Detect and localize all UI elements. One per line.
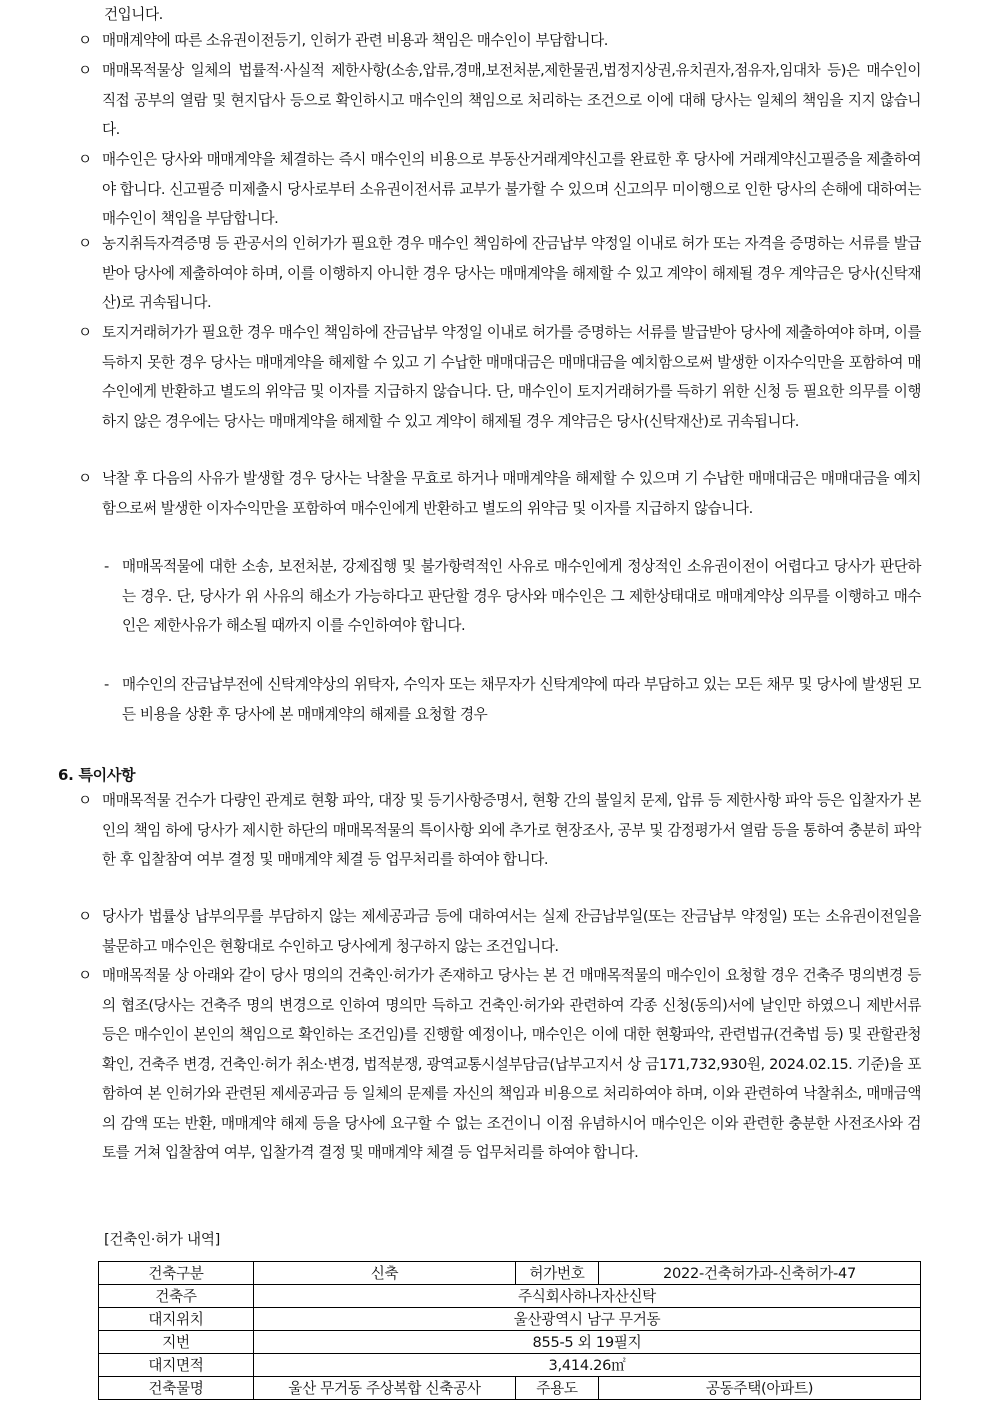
dash-marker: - bbox=[104, 558, 109, 575]
bullet-marker: ㅇ bbox=[78, 235, 92, 252]
bullet-item bbox=[78, 464, 921, 523]
table-cell-value: 울산광역시 남구 무거동 bbox=[254, 1308, 921, 1331]
table-cell-value: 855-5 외 19필지 bbox=[254, 1331, 921, 1354]
dash-text: 매매목적물에 대한 소송, 보전처분, 강제집행 및 불가항력적인 사유로 매수인에게 정상적인 소유권이전이 어렵다고 당사가 판단하는 경우. 단, 당사가 위 사유의 해소가 가능하다고 판단할 경우 당사와 매수인은 그 제한상태대로 매매계약상 의무를 이행하고 매수인은 제한사유가 해소될 때까지 이를 수인하여야 합니다. bbox=[122, 558, 921, 634]
table-cell-label: 허가번호 bbox=[516, 1262, 599, 1285]
table-row bbox=[99, 1285, 921, 1308]
dash-text: 매수인의 잔금납부전에 신탁계약상의 위탁자, 수익자 또는 채무자가 신탁계약에 따라 부담하고 있는 모든 채무 및 당사에 발생된 모든 비용을 상환 후 당사에 본 매매계약의 해제를 요청할 경우 bbox=[122, 676, 921, 723]
table-cell-label: 지번 bbox=[99, 1331, 254, 1354]
table-cell-label: 대지위치 bbox=[99, 1308, 254, 1331]
bullet-marker: ㅇ bbox=[78, 908, 92, 925]
table-cell-label: 건축구분 bbox=[99, 1262, 254, 1285]
bullet-text: 농지취득자격증명 등 관공서의 인허가가 필요한 경우 매수인 책임하에 잔금납부 약정일 이내로 허가 또는 자격을 증명하는 서류를 발급받아 당사에 제출하여야 하며, 이를 이행하지 아니한 경우 당사는 매매계약을 해제할 수 있고 계약이 해제될 경우 계약금은 당사(신탁재산)로 귀속됩니다. bbox=[102, 235, 921, 311]
table-cell-value: 주식회사하나자산신탁 bbox=[254, 1285, 921, 1308]
bullet-text: 토지거래허가가 필요한 경우 매수인 책임하에 잔금납부 약정일 이내로 허가를 증명하는 서류를 발급받아 당사에 제출하여야 하며, 이를 득하지 못한 경우 당사는 매매계약을 해제할 수 있고 기 수납한 매매대금은 매매대금을 예치함으로써 발생한 이자수익만을 포함하여 매수인에게 반환하고 별도의 위약금 및 이자를 지급하지 않습니다. 단, 매수인이 토지거래허가를 득하기 위한 신청 등 필요한 의무를 이행하지 않은 경우에는 당사는 매매계약을 해제할 수 있고 계약이 해제될 경우 계약금은 당사(신탁재산)로 귀속됩니다. bbox=[102, 324, 921, 430]
bullet-marker: ㅇ bbox=[78, 470, 92, 487]
permit-table bbox=[98, 1261, 921, 1400]
table-cell-value: 2022-건축허가과-신축허가-47 bbox=[599, 1262, 921, 1285]
bullet-text: 매매목적물 상 아래와 같이 당사 명의의 건축인·허가가 존재하고 당사는 본 건 매매목적물의 매수인이 요청할 경우 건축주 명의변경 등의 협조(당사는 건축주 명의 변경으로 인하여 명의만 득하고 건축인·허가와 관련하여 각종 신청(동의)서에 날인만 하였으니 제반서류 등은 매수인이 본인의 책임으로 확인하는 조건임)를 진행할 예정이나, 매수인은 이에 대한 현황파악, 관련법규(건축법 등) 및 관할관청 확인, 건축주 변경, 건축인·허가 취소·변경, 법적분쟁, 광역교통시설부담금(납부고지서 상 금171,732,930원, 2024.02.15. 기준)을 포함하여 본 인허가와 관련된 제세공과금 등 일체의 문제를 자신의 책임과 비용으로 처리하여야 하며, 이와 관련하여 낙찰취소, 매매금액의 감액 또는 반환, 매매계약 해제 등을 당사에 요구할 수 없는 조건이니 이점 유념하시어 매수인은 이와 관련한 충분한 사전조사와 검토를 거쳐 입찰참여 여부, 입찰가격 결정 및 매매계약 체결 등 업무처리를 하여야 합니다. bbox=[102, 967, 921, 1161]
bullet-marker: ㅇ bbox=[78, 32, 92, 49]
bullet-item bbox=[78, 786, 921, 875]
bullet-item bbox=[78, 961, 921, 1168]
bullet-item bbox=[78, 56, 921, 145]
bullet-item bbox=[78, 229, 921, 318]
table-cell-label: 대지면적 bbox=[99, 1354, 254, 1377]
table-cell-label: 주용도 bbox=[516, 1377, 599, 1400]
bullet-item bbox=[78, 26, 921, 56]
bullet-item bbox=[78, 318, 921, 436]
table-cell-value: 공동주택(아파트) bbox=[599, 1377, 921, 1400]
table-row bbox=[99, 1262, 921, 1285]
bullet-text: 당사가 법률상 납부의무를 부담하지 않는 제세공과금 등에 대하여서는 실제 잔금납부일(또는 잔금납부 약정일) 또는 소유권이전일을 불문하고 매수인은 현황대로 수인하고 당사에게 청구하지 않는 조건입니다. bbox=[102, 908, 921, 955]
table-cell-label: 건축주 bbox=[99, 1285, 254, 1308]
bullet-marker: ㅇ bbox=[78, 792, 92, 809]
bullet-item bbox=[78, 902, 921, 961]
bullet-marker: ㅇ bbox=[78, 324, 92, 341]
table-row bbox=[99, 1377, 921, 1400]
dash-item bbox=[104, 552, 921, 641]
bullet-marker: ㅇ bbox=[78, 151, 92, 168]
bullet-marker: ㅇ bbox=[78, 967, 92, 984]
dash-marker: - bbox=[104, 676, 109, 693]
bullet-item bbox=[78, 145, 921, 234]
bullet-text: 매매목적물상 일체의 법률적·사실적 제한사항(소송,압류,경매,보전처분,제한물권,법정지상권,유치권자,점유자,임대차 등)은 매수인이 직접 공부의 열람 및 현지답사 등으로 확인하시고 매수인의 책임으로 처리하는 조건으로 이에 대해 당사는 일체의 책임을 지지 않습니다. bbox=[102, 62, 921, 138]
table-cell-value: 신축 bbox=[254, 1262, 516, 1285]
bullet-text: 낙찰 후 다음의 사유가 발생할 경우 당사는 낙찰을 무효로 하거나 매매계약을 해제할 수 있으며 기 수납한 매매대금은 매매대금을 예치함으로써 발생한 이자수익만을 포함하여 매수인에게 반환하고 별도의 위약금 및 이자를 지급하지 않습니다. bbox=[102, 470, 921, 517]
table-row bbox=[99, 1308, 921, 1331]
bullet-text: 매매목적물 건수가 다량인 관계로 현황 파악, 대장 및 등기사항증명서, 현황 간의 불일치 문제, 압류 등 제한사항 파악 등은 입찰자가 본인의 책임 하에 당사가 제시한 하단의 매매목적물의 특이사항 외에 추가로 현장조사, 공부 및 감정평가서 열람 등을 통하여 충분히 파악한 후 입찰참여 여부 결정 및 매매계약 체결 등 업무처리를 하여야 합니다. bbox=[102, 792, 921, 868]
table-cell-value: 3,414.26㎡ bbox=[254, 1354, 921, 1377]
section-heading: 6. 특이사항 bbox=[58, 766, 136, 784]
intro-fragment: 건입니다. bbox=[104, 6, 163, 23]
table-caption: [건축인·허가 내역] bbox=[104, 1231, 221, 1248]
table-cell-value: 울산 무거동 주상복합 신축공사 bbox=[254, 1377, 516, 1400]
bullet-text: 매수인은 당사와 매매계약을 체결하는 즉시 매수인의 비용으로 부동산거래계약신고를 완료한 후 당사에 거래계약신고필증을 제출하여야 합니다. 신고필증 미제출시 당사로부터 소유권이전서류 교부가 불가할 수 있으며 신고의무 미이행으로 인한 당사의 손해에 대하여는 매수인이 책임을 부담합니다. bbox=[102, 151, 921, 227]
table-cell-label: 건축물명 bbox=[99, 1377, 254, 1400]
table-row bbox=[99, 1331, 921, 1354]
bullet-marker: ㅇ bbox=[78, 62, 92, 79]
dash-item bbox=[104, 670, 921, 729]
bullet-text: 매매계약에 따른 소유권이전등기, 인허가 관련 비용과 책임은 매수인이 부담합니다. bbox=[102, 32, 608, 49]
table-row bbox=[99, 1354, 921, 1377]
